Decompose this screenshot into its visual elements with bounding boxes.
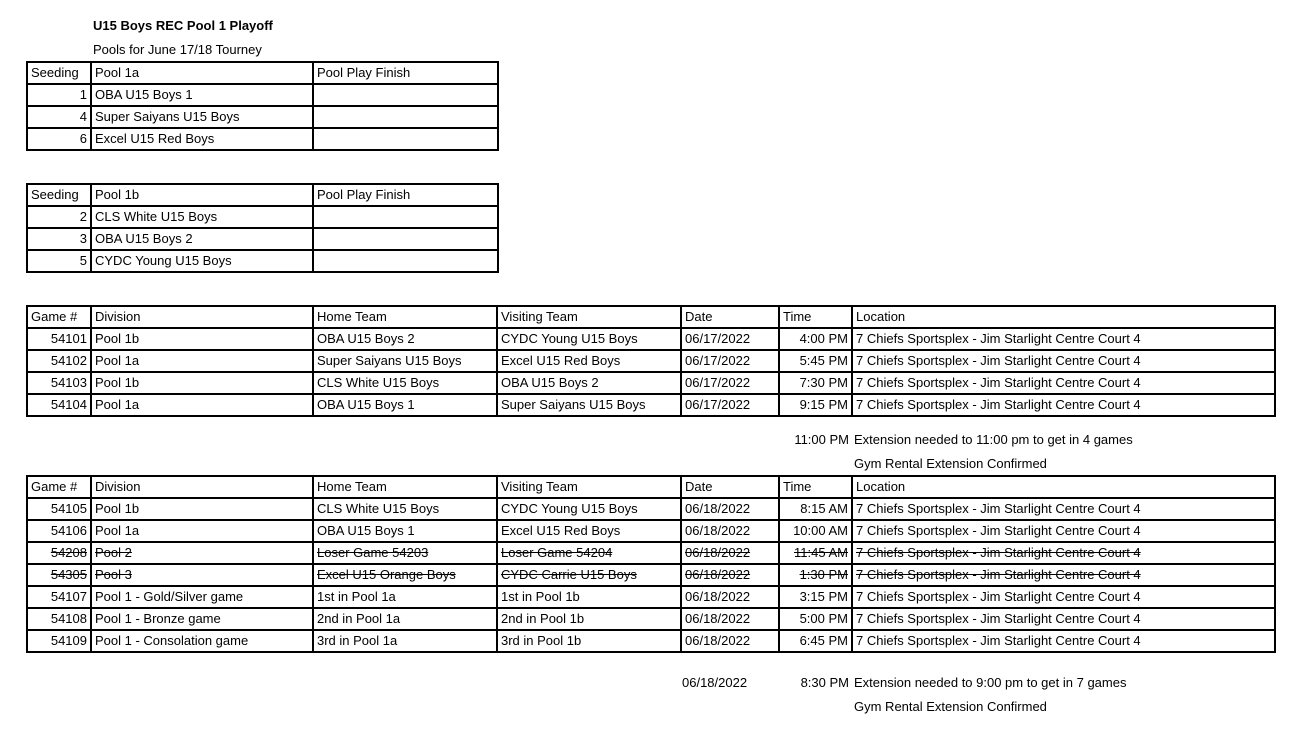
division-cell: Pool 2 [91, 542, 313, 564]
day1-extension-time: 11:00 PM [794, 432, 849, 447]
location-cell: 7 Chiefs Sportsplex - Jim Starlight Centre Court 4 [852, 350, 1275, 372]
game-row [27, 498, 1275, 520]
seed-cell: 4 [27, 106, 91, 128]
finish-cell [313, 206, 498, 228]
division-cell: Pool 3 [91, 564, 313, 586]
time-header: Time [779, 306, 852, 328]
division-header: Division [91, 476, 313, 498]
visiting-team-cell: OBA U15 Boys 2 [497, 372, 681, 394]
home-team-cell: 3rd in Pool 1a [313, 630, 497, 652]
date-cell: 06/17/2022 [681, 394, 779, 416]
team-cell: Super Saiyans U15 Boys [91, 106, 313, 128]
visiting-team-header: Visiting Team [497, 476, 681, 498]
schedule-day1-table [26, 305, 1276, 417]
pool-play-finish-header: Pool Play Finish [313, 62, 498, 84]
seed-cell: 1 [27, 84, 91, 106]
page-subtitle: Pools for June 17/18 Tourney [93, 42, 262, 57]
home-team-cell: 2nd in Pool 1a [313, 608, 497, 630]
seed-cell: 5 [27, 250, 91, 272]
game-number-cell: 54105 [27, 498, 91, 520]
location-cell: 7 Chiefs Sportsplex - Jim Starlight Centre Court 4 [852, 608, 1275, 630]
team-cell: CLS White U15 Boys [91, 206, 313, 228]
date-cell: 06/18/2022 [681, 608, 779, 630]
date-header: Date [681, 476, 779, 498]
pool-name-header: Pool 1a [91, 62, 313, 84]
date-cell: 06/17/2022 [681, 350, 779, 372]
pool-1b-row [27, 250, 498, 272]
seeding-header: Seeding [27, 62, 91, 84]
location-cell: 7 Chiefs Sportsplex - Jim Starlight Centre Court 4 [852, 542, 1275, 564]
schedule-header-row [27, 476, 1275, 498]
division-cell: Pool 1 - Consolation game [91, 630, 313, 652]
game-number-cell: 54107 [27, 586, 91, 608]
time-cell: 10:00 AM [779, 520, 852, 542]
home-team-header: Home Team [313, 306, 497, 328]
time-cell: 4:00 PM [779, 328, 852, 350]
seed-cell: 3 [27, 228, 91, 250]
schedule-header-row [27, 306, 1275, 328]
location-cell: 7 Chiefs Sportsplex - Jim Starlight Centre Court 4 [852, 394, 1275, 416]
date-cell: 06/18/2022 [681, 586, 779, 608]
visiting-team-cell: CYDC Carrie U15 Boys [497, 564, 681, 586]
visiting-team-cell: 3rd in Pool 1b [497, 630, 681, 652]
pool-1b-header-row [27, 184, 498, 206]
division-cell: Pool 1 - Gold/Silver game [91, 586, 313, 608]
finish-cell [313, 228, 498, 250]
game-number-cell: 54101 [27, 328, 91, 350]
location-header: Location [852, 476, 1275, 498]
team-cell: CYDC Young U15 Boys [91, 250, 313, 272]
cancelled-game-row [27, 564, 1275, 586]
time-header: Time [779, 476, 852, 498]
visiting-team-cell: Loser Game 54204 [497, 542, 681, 564]
date-cell: 06/18/2022 [681, 520, 779, 542]
division-cell: Pool 1 - Bronze game [91, 608, 313, 630]
day1-extension-note: Extension needed to 11:00 pm to get in 4 games [854, 432, 1133, 447]
visiting-team-cell: CYDC Young U15 Boys [497, 328, 681, 350]
visiting-team-cell: 2nd in Pool 1b [497, 608, 681, 630]
page-title: U15 Boys REC Pool 1 Playoff [93, 18, 273, 33]
time-cell: 9:15 PM [779, 394, 852, 416]
team-cell: OBA U15 Boys 1 [91, 84, 313, 106]
pool-name-header: Pool 1b [91, 184, 313, 206]
game-row [27, 630, 1275, 652]
game-row [27, 520, 1275, 542]
time-cell: 5:00 PM [779, 608, 852, 630]
day2-extension-confirmed: Gym Rental Extension Confirmed [854, 699, 1047, 714]
pool-1a-row [27, 128, 498, 150]
game-number-cell: 54108 [27, 608, 91, 630]
location-cell: 7 Chiefs Sportsplex - Jim Starlight Centre Court 4 [852, 586, 1275, 608]
visiting-team-header: Visiting Team [497, 306, 681, 328]
game-row [27, 372, 1275, 394]
division-cell: Pool 1a [91, 520, 313, 542]
time-cell: 8:15 AM [779, 498, 852, 520]
visiting-team-cell: Excel U15 Red Boys [497, 350, 681, 372]
date-cell: 06/18/2022 [681, 542, 779, 564]
seed-cell: 6 [27, 128, 91, 150]
date-cell: 06/17/2022 [681, 328, 779, 350]
game-row [27, 394, 1275, 416]
home-team-cell: Loser Game 54203 [313, 542, 497, 564]
day1-extension-confirmed: Gym Rental Extension Confirmed [854, 456, 1047, 471]
division-cell: Pool 1a [91, 394, 313, 416]
pool-1b-row [27, 228, 498, 250]
time-cell: 11:45 AM [779, 542, 852, 564]
game-row [27, 608, 1275, 630]
date-cell: 06/18/2022 [681, 498, 779, 520]
visiting-team-cell: CYDC Young U15 Boys [497, 498, 681, 520]
home-team-cell: Excel U15 Orange Boys [313, 564, 497, 586]
home-team-cell: Super Saiyans U15 Boys [313, 350, 497, 372]
pool-play-finish-header: Pool Play Finish [313, 184, 498, 206]
game-number-header: Game # [27, 476, 91, 498]
time-cell: 7:30 PM [779, 372, 852, 394]
location-cell: 7 Chiefs Sportsplex - Jim Starlight Centre Court 4 [852, 328, 1275, 350]
finish-cell [313, 84, 498, 106]
visiting-team-cell: 1st in Pool 1b [497, 586, 681, 608]
pool-1a-row [27, 106, 498, 128]
seeding-header: Seeding [27, 184, 91, 206]
day2-extension-date: 06/18/2022 [682, 675, 748, 690]
finish-cell [313, 128, 498, 150]
location-cell: 7 Chiefs Sportsplex - Jim Starlight Centre Court 4 [852, 372, 1275, 394]
game-number-cell: 54104 [27, 394, 91, 416]
day2-extension-note: Extension needed to 9:00 pm to get in 7 games [854, 675, 1127, 690]
pool-1b-table [26, 183, 499, 273]
finish-cell [313, 106, 498, 128]
date-cell: 06/18/2022 [681, 564, 779, 586]
pool-1b-row [27, 206, 498, 228]
game-row [27, 586, 1275, 608]
division-cell: Pool 1b [91, 328, 313, 350]
date-header: Date [681, 306, 779, 328]
home-team-cell: OBA U15 Boys 1 [313, 394, 497, 416]
location-cell: 7 Chiefs Sportsplex - Jim Starlight Centre Court 4 [852, 498, 1275, 520]
finish-cell [313, 250, 498, 272]
pool-1a-row [27, 84, 498, 106]
pool-1a-table [26, 61, 499, 151]
location-cell: 7 Chiefs Sportsplex - Jim Starlight Centre Court 4 [852, 630, 1275, 652]
division-header: Division [91, 306, 313, 328]
visiting-team-cell: Super Saiyans U15 Boys [497, 394, 681, 416]
division-cell: Pool 1b [91, 498, 313, 520]
team-cell: Excel U15 Red Boys [91, 128, 313, 150]
time-cell: 5:45 PM [779, 350, 852, 372]
visiting-team-cell: Excel U15 Red Boys [497, 520, 681, 542]
location-cell: 7 Chiefs Sportsplex - Jim Starlight Centre Court 4 [852, 520, 1275, 542]
game-row [27, 350, 1275, 372]
game-number-cell: 54106 [27, 520, 91, 542]
game-number-cell: 54208 [27, 542, 91, 564]
pool-1a-header-row [27, 62, 498, 84]
home-team-cell: 1st in Pool 1a [313, 586, 497, 608]
game-number-cell: 54109 [27, 630, 91, 652]
date-cell: 06/17/2022 [681, 372, 779, 394]
game-number-header: Game # [27, 306, 91, 328]
schedule-day2-table [26, 475, 1276, 653]
time-cell: 3:15 PM [779, 586, 852, 608]
home-team-header: Home Team [313, 476, 497, 498]
seed-cell: 2 [27, 206, 91, 228]
date-cell: 06/18/2022 [681, 630, 779, 652]
time-cell: 6:45 PM [779, 630, 852, 652]
home-team-cell: CLS White U15 Boys [313, 498, 497, 520]
cancelled-game-row [27, 542, 1275, 564]
time-cell: 1:30 PM [779, 564, 852, 586]
day2-extension-time: 8:30 PM [800, 675, 849, 690]
team-cell: OBA U15 Boys 2 [91, 228, 313, 250]
game-number-cell: 54305 [27, 564, 91, 586]
division-cell: Pool 1a [91, 350, 313, 372]
location-header: Location [852, 306, 1275, 328]
division-cell: Pool 1b [91, 372, 313, 394]
game-number-cell: 54103 [27, 372, 91, 394]
game-row [27, 328, 1275, 350]
game-number-cell: 54102 [27, 350, 91, 372]
home-team-cell: OBA U15 Boys 1 [313, 520, 497, 542]
location-cell: 7 Chiefs Sportsplex - Jim Starlight Centre Court 4 [852, 564, 1275, 586]
home-team-cell: OBA U15 Boys 2 [313, 328, 497, 350]
home-team-cell: CLS White U15 Boys [313, 372, 497, 394]
